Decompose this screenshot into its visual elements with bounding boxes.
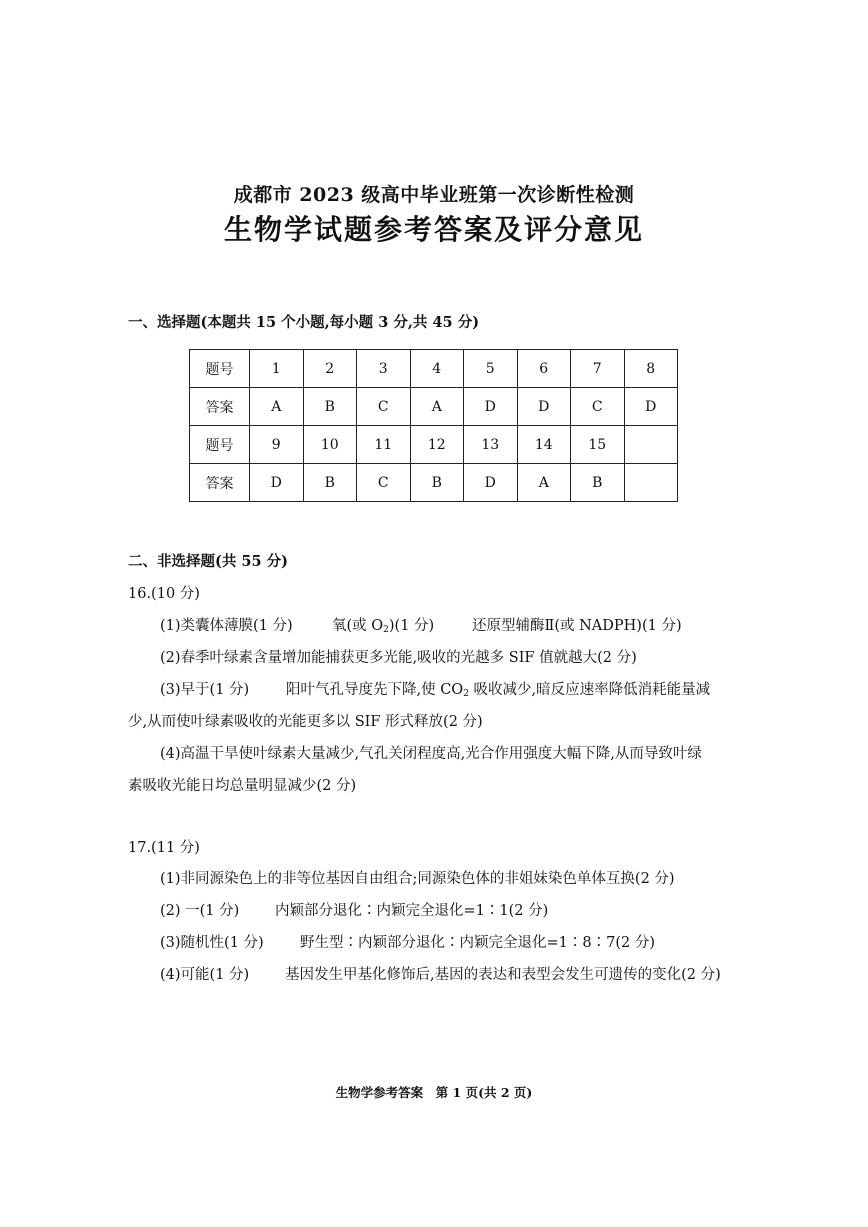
table-cell: A <box>250 388 304 426</box>
q16-answer-3b-pre: 阳叶气孔导度先下降,使 CO <box>286 682 464 698</box>
q16-answer-3a: (3)早于(1 分) <box>160 682 250 698</box>
q16-answer-3b <box>286 678 710 699</box>
table-row <box>190 388 678 426</box>
table-cell: 15 <box>571 426 625 464</box>
page-title: 生物学试题参考答案及评分意见 <box>223 213 644 246</box>
table-cell: 4 <box>410 350 464 388</box>
table-cell: 11 <box>357 426 411 464</box>
table-cell: A <box>517 464 571 502</box>
table-cell: D <box>250 464 304 502</box>
table-cell: 6 <box>517 350 571 388</box>
table-cell: 1 <box>250 350 304 388</box>
table-row <box>190 350 678 388</box>
q17-answer-4a: (4)可能(1 分) <box>160 967 250 983</box>
table-cell: 13 <box>464 426 518 464</box>
table-cell: C <box>571 388 625 426</box>
q16-answer-1b-pre: 氧(或 O <box>332 618 384 634</box>
table-cell <box>624 426 678 464</box>
table-cell: 8 <box>624 350 678 388</box>
table-cell: B <box>303 388 357 426</box>
q16-answer-3c: 少,从而使叶绿素吸收的光能更多以 SIF 形式释放(2 分) <box>128 714 483 730</box>
subscript-2: 2 <box>463 689 469 699</box>
table-cell: D <box>624 388 678 426</box>
subscript-2: 2 <box>383 625 389 635</box>
q16-answer-1b <box>332 614 434 635</box>
table-row-label: 答案 <box>190 464 250 502</box>
q16-answer-2: (2)春季叶绿素含量增加能捕获更多光能,吸收的光越多 SIF 值就越大(2 分) <box>160 650 637 666</box>
exam-subtitle: 成都市 2023 级高中毕业班第一次诊断性检测 <box>233 184 635 206</box>
q17-answer-1: (1)非同源染色上的非等位基因自由组合;同源染色体的非姐妹染色单体互换(2 分) <box>160 871 675 887</box>
q16-answer-4a: (4)高温干旱使叶绿素大量减少,气孔关闭程度高,光合作用强度大幅下降,从而导致叶绿 <box>160 746 702 762</box>
section1-heading: 一、选择题(本题共 15 个小题,每小题 3 分,共 45 分) <box>128 314 480 331</box>
q16-answer-1a: (1)类囊体薄膜(1 分) <box>160 618 293 634</box>
q16-answer-3b-post: 吸收减少,暗反应速率降低消耗能量减 <box>468 682 711 698</box>
q16-answer-4b: 素吸收光能日均总量明显减少(2 分) <box>128 778 357 794</box>
q16-title: 16.(10 分) <box>128 586 200 602</box>
q17-title: 17.(11 分) <box>128 840 200 856</box>
table-cell: 12 <box>410 426 464 464</box>
table-cell: 14 <box>517 426 571 464</box>
table-cell: 9 <box>250 426 304 464</box>
answer-table <box>189 349 678 502</box>
q17-answer-2a: (2) 一(1 分) <box>160 903 240 919</box>
table-cell: B <box>303 464 357 502</box>
table-cell: 10 <box>303 426 357 464</box>
table-cell: 5 <box>464 350 518 388</box>
table-cell <box>624 464 678 502</box>
table-row <box>190 464 678 502</box>
table-cell: C <box>357 388 411 426</box>
table-row <box>190 426 678 464</box>
table-cell: D <box>464 464 518 502</box>
table-cell: 3 <box>357 350 411 388</box>
table-cell: 7 <box>571 350 625 388</box>
table-cell: 2 <box>303 350 357 388</box>
page-footer: 生物学参考答案 第 1 页(共 2 页) <box>335 1085 533 1100</box>
table-cell: D <box>464 388 518 426</box>
table-row-label: 答案 <box>190 388 250 426</box>
table-cell: B <box>571 464 625 502</box>
table-cell: B <box>410 464 464 502</box>
q17-answer-3b: 野生型∶内颖部分退化∶内颖完全退化=1∶8∶7(2 分) <box>300 935 655 951</box>
q17-answer-3a: (3)随机性(1 分) <box>160 935 264 951</box>
q17-answer-4b: 基因发生甲基化修饰后,基因的表达和表型会发生可遗传的变化(2 分) <box>285 967 721 983</box>
table-row-label: 题号 <box>190 350 250 388</box>
section2-heading: 二、非选择题(共 55 分) <box>128 553 288 570</box>
q17-answer-2b: 内颖部分退化∶内颖完全退化=1∶1(2 分) <box>275 903 549 919</box>
table-row-label: 题号 <box>190 426 250 464</box>
q16-answer-1c: 还原型辅酶Ⅱ(或 NADPH)(1 分) <box>472 618 682 634</box>
table-cell: A <box>410 388 464 426</box>
q16-answer-1b-post: )(1 分) <box>388 618 435 634</box>
table-cell: D <box>517 388 571 426</box>
table-cell: C <box>357 464 411 502</box>
